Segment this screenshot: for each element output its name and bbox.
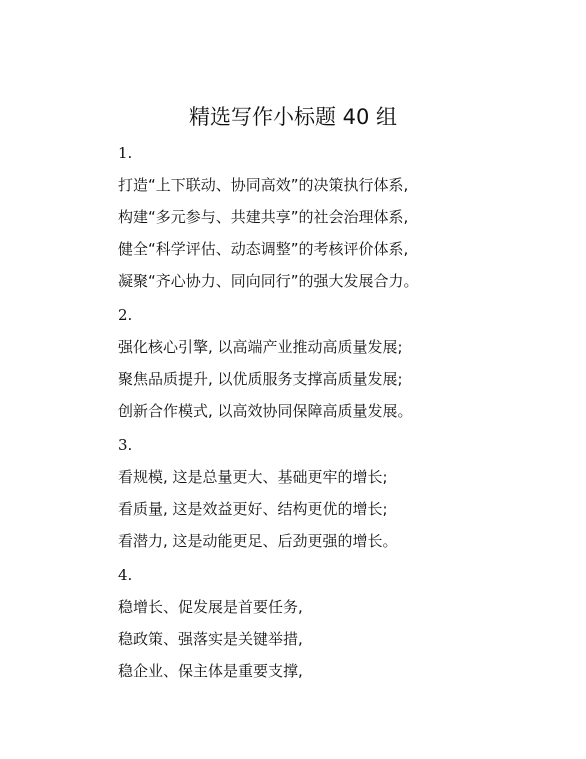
section-number: 2. bbox=[118, 306, 133, 324]
section-line: 强化核心引擎, 以高端产业推动高质量发展; bbox=[118, 338, 403, 356]
section-number: 3. bbox=[118, 436, 133, 454]
section-line: 创新合作模式, 以高效协同保障高质量发展。 bbox=[118, 402, 413, 420]
section-line: 打造“上下联动、协同高效”的决策执行体系, bbox=[118, 176, 409, 194]
section-line: 聚焦品质提升, 以优质服务支撑高质量发展; bbox=[118, 370, 403, 388]
section-line: 稳政策、强落实是关键举措, bbox=[118, 630, 303, 648]
section-line: 看质量, 这是效益更好、结构更优的增长; bbox=[118, 500, 388, 518]
section-number: 4. bbox=[118, 566, 133, 584]
section-line: 看规模, 这是总量更大、基础更牢的增长; bbox=[118, 468, 388, 486]
section-line: 健全“科学评估、动态调整”的考核评价体系, bbox=[118, 240, 409, 258]
section-line: 构建“多元参与、共建共享”的社会治理体系, bbox=[118, 208, 409, 226]
section-line: 看潜力, 这是动能更足、后劲更强的增长。 bbox=[118, 532, 398, 550]
section-number: 1. bbox=[118, 144, 133, 162]
section-line: 稳企业、保主体是重要支撑, bbox=[118, 662, 303, 680]
section-line: 凝聚“齐心协力、同向同行”的强大发展合力。 bbox=[118, 272, 419, 290]
document-title: 精选写作小标题 40 组 bbox=[188, 105, 398, 129]
section-line: 稳增长、促发展是首要任务, bbox=[118, 598, 303, 616]
